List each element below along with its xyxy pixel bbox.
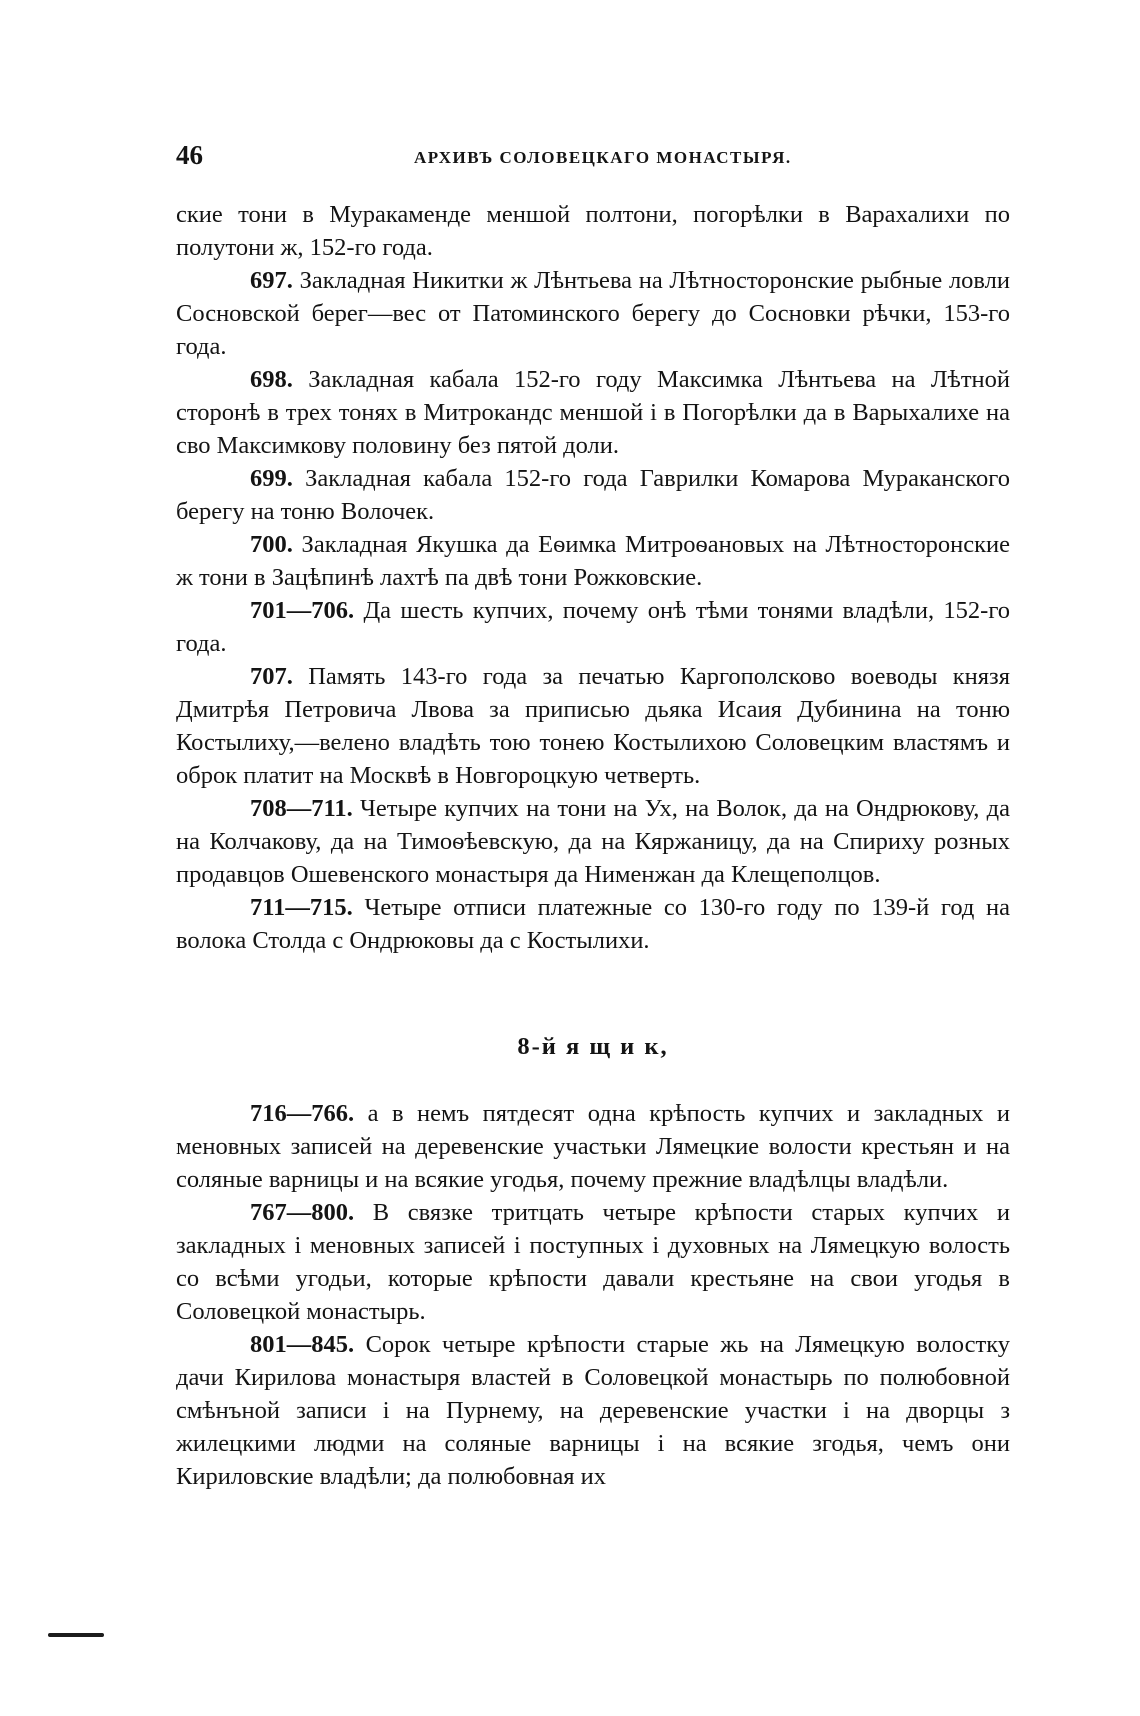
entry-number: 700. — [250, 531, 293, 558]
entries-block-top — [176, 198, 1010, 957]
entry-711-715 — [176, 891, 1010, 957]
entry-text: Сорок четыре крѣпости старые жь на Лямецкую волостку дачи Кирилова монастыря властей в Соловецкой монастырь по полюбовной смѣнъной записи і на Пурнему, на деревенские участки і на дворцы з жилецкими людми на соляные варницы і на всякие згодья, чемъ они Кириловские владѣли; да полюбовная их — [176, 1331, 1010, 1490]
section-heading: 8-й я щ и к, — [517, 1033, 669, 1060]
entry-number: 697. — [250, 267, 293, 294]
scan-edge-mark — [48, 1633, 104, 1637]
entry-text: Четыре отписи платежные со 130-го году по 139-й год на волока Столда с Ондрюковы да с Костылихи. — [176, 894, 1011, 954]
entry-number: 767—800. — [250, 1199, 355, 1226]
entry-text: В связке тритцать четыре крѣпости старых купчих и закладных і меновных записей і поступных і духовных на Лямецкую волость со всѣми угодьи, которые крѣпости давали крестьяне на свои угодья в Соловецкой монастырь. — [176, 1199, 1010, 1325]
entry-text: Память 143-го года за печатью Каргополсково воеводы князя Дмитрѣя Петровича Лвова за приписью дьяка Исаия Дубинина на тоню Костылиху,—велено владѣть тою тонею Костылихою Соловецким властямъ и оброк платит на Москвѣ в Новгороцкую четверть. — [176, 663, 1010, 789]
entry-767-800 — [176, 1196, 1010, 1328]
running-head: АРХИВЪ СОЛОВЕЦКАГО МОНАСТЫРЯ. — [414, 148, 792, 167]
entry-700 — [176, 528, 1010, 594]
entry-801-845 — [176, 1328, 1010, 1493]
entry-699 — [176, 462, 1010, 528]
entry-text: Четыре купчих на тони на Ух, на Волок, да на Ондрюкову, да на Колчакову, да на Тимоѳѣевскую, да на Кяржаницу, да на Спириху розных продавцов Ошевенского монастыря да Нименжан да Клещеполцов. — [176, 795, 1010, 888]
entry-number: 801—845. — [250, 1331, 355, 1358]
entry-number: 699. — [250, 465, 293, 492]
entry-716-766 — [176, 1097, 1010, 1196]
entry-number: 711—715. — [250, 894, 353, 921]
entries-block-bottom — [176, 1097, 1010, 1493]
entry-697 — [176, 264, 1010, 363]
entry-text: Закладная кабала 152-го году Максимка Лѣнтьева на Лѣтной сторонѣ в трех тонях в Митрокандс меншой і в Погорѣлки да в Варыхалихе на сво Максимкову половину без пятой доли. — [176, 366, 1010, 459]
entry-number: 707. — [250, 663, 293, 690]
entry-text: а в немъ пятдесят одна крѣпость купчих и закладных и меновных записей на деревенские участьки Лямецкие волости крестьян и на соляные варницы и на всякие угодья, почему прежние владѣлцы владѣли. — [176, 1100, 1011, 1193]
entry-text: Закладная кабала 152-го года Гаврилки Комарова Мураканского берегу на тоню Волочек. — [176, 465, 1010, 525]
page-number: 46 — [176, 140, 203, 170]
entry-number: 708—711. — [250, 795, 353, 822]
entry-698 — [176, 363, 1010, 462]
page-header — [176, 140, 1010, 180]
entry-number: 698. — [250, 366, 293, 393]
entry-number: 701—706. — [250, 597, 355, 624]
entry-number: 716—766. — [250, 1100, 355, 1127]
entry-707 — [176, 660, 1010, 792]
continuation-paragraph: ские тони в Муракаменде меншой полтони, погорѣлки в Варахалихи по полутони ж, 152-го года. — [176, 201, 1010, 261]
entry-text: Закладная Якушка да Еѳимка Митроѳановых на Лѣтносторонские ж тони в Зацѣпинѣ лахтѣ па двѣ тони Рожковские. — [176, 531, 1011, 591]
entry-text: Да шесть купчих, почему онѣ тѣми тонями владѣли, 152-го года. — [176, 597, 1011, 657]
entry-701-706 — [176, 594, 1010, 660]
entry-708-711 — [176, 792, 1010, 891]
entry-text: Закладная Никитки ж Лѣнтьева на Лѣтносторонские рыбные ловли Сосновской берег—вес от Патоминского берегу до Сосновки рѣчки, 153-го года. — [176, 267, 1011, 360]
